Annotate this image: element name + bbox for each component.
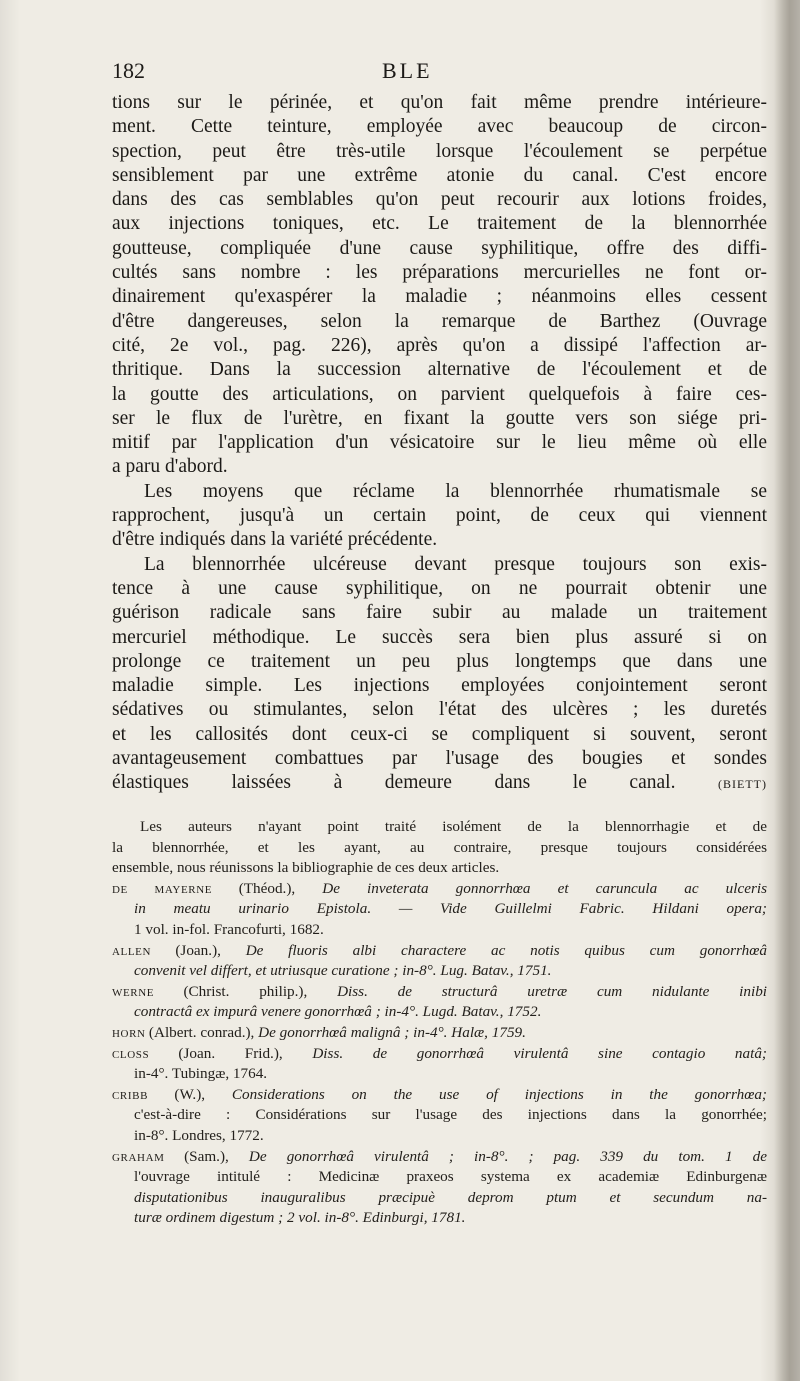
body-line: aux injections toniques, etc. Le traitement de la blennorrhée bbox=[112, 213, 767, 235]
page-header bbox=[112, 58, 767, 88]
body-line-text: élastiques laissées à demeure dans le canal. bbox=[112, 772, 676, 794]
running-head: BLE bbox=[382, 58, 433, 83]
bibliography-title: Diss. de structurâ uretræ cum nidulante inibi bbox=[337, 982, 767, 1000]
body-line: Les moyens que réclame la blennorrhée rhumatismale se bbox=[144, 480, 767, 502]
bibliography-author: DE MAYERNE bbox=[112, 883, 239, 896]
bibliography-title: Diss. de gonorrhœâ virulentâ sine contagio natâ; bbox=[312, 1044, 767, 1062]
bibliography-author: HORN bbox=[112, 1027, 149, 1040]
bibliography-forename: (Albert. conrad.), bbox=[148, 1023, 259, 1041]
bibliography-entry bbox=[112, 1023, 767, 1044]
bibliography-author: WERNE bbox=[112, 986, 184, 999]
bibliography-continuation: convenit vel differt, et utriusque curatione ; in-8°. Lug. Batav., 1751. bbox=[134, 962, 552, 980]
body-line: sédatives ou stimulantes, selon l'état des ulcères ; les duretés bbox=[112, 699, 767, 721]
body-line: La blennorrhée ulcéreuse devant presque toujours son exis- bbox=[144, 553, 767, 575]
bibliography-intro-line: Les auteurs n'ayant point traité isolément de la blennorrhagie et de bbox=[140, 818, 767, 835]
body-line: et les callosités dont ceux-ci se compliquent si souvent, seront bbox=[112, 723, 767, 745]
bibliography-entry bbox=[112, 1085, 767, 1106]
body-line: d'être dangereuses, selon la remarque de Barthez (Ouvrage bbox=[112, 310, 767, 332]
bibliography-forename: (Christ. philip.), bbox=[183, 982, 338, 1000]
bibliography-continuation: in meatu urinario Epistola. — Vide Guillelmi Fabric. Hildani opera; bbox=[134, 900, 767, 918]
body-last-line bbox=[112, 771, 767, 795]
bibliography-entry bbox=[112, 1044, 767, 1065]
bibliography-entry bbox=[112, 982, 767, 1003]
bibliography-forename: (Sam.), bbox=[184, 1147, 249, 1165]
bibliography-continuation: turæ ordinem digestum ; 2 vol. in-8°. Edinburgi, 1781. bbox=[134, 1209, 466, 1227]
body-line: la goutte des articulations, on parvient quelquefois à faire ces- bbox=[112, 383, 767, 405]
bibliography-continuation: disputationibus inauguralibus præcipuè deprom ptum et secundum na- bbox=[134, 1188, 767, 1206]
bibliography-entry bbox=[112, 879, 767, 900]
bibliography-title: De inveterata gonnorrhœa et caruncula ac ulceris bbox=[322, 879, 767, 897]
body-line: ser le flux de l'urètre, en fixant la goutte vers son siége pri- bbox=[112, 407, 767, 429]
bibliography-entry bbox=[112, 941, 767, 962]
bibliography-title: De gonorrhœâ virulentâ ; in-8°. ; pag. 339 du tom. 1 de bbox=[248, 1147, 767, 1165]
page-number: 182 bbox=[112, 58, 145, 83]
body-line: goutteuse, compliquée d'une cause syphilitique, offre des diffi- bbox=[112, 237, 767, 259]
bibliography-author: CRIBB bbox=[112, 1089, 175, 1102]
bibliography-intro-line: ensemble, nous réunissons la bibliographie de ces deux articles. bbox=[112, 859, 500, 877]
body-line: ment. Cette teinture, employée avec beaucoup de circon- bbox=[112, 116, 767, 138]
body-line: dans des cas semblables qu'on peut recourir aux lotions froides, bbox=[112, 189, 767, 211]
bibliography-continuation: 1 vol. in-fol. Francofurti, 1682. bbox=[134, 920, 324, 938]
bibliography-continuation: c'est-à-dire : Considérations sur l'usage des injections dans la gonorrhée; bbox=[134, 1106, 767, 1124]
body-line: thritique. Dans la succession alternative de l'écoulement et de bbox=[112, 359, 767, 381]
bibliography-continuation: in-4°. Tubingæ, 1764. bbox=[134, 1065, 268, 1083]
body-line: maladie simple. Les injections employées conjointement seront bbox=[112, 675, 767, 697]
body-line: a paru d'abord. bbox=[112, 456, 228, 478]
body-line: rapprochent, jusqu'à un certain point, de ceux qui viennent bbox=[112, 505, 767, 527]
bibliography-continuation: l'ouvrage intitulé : Medicinæ praxeos systema ex academiæ Edinburgenæ bbox=[134, 1168, 767, 1186]
bibliography-author: ALLEN bbox=[112, 945, 176, 958]
body-line: sensiblement par une extrême atonie du canal. C'est encore bbox=[112, 164, 767, 186]
bibliography-title: Considerations on the use of injections in the gonorrhœa; bbox=[231, 1085, 767, 1103]
body-line: tions sur le périnée, et qu'on fait même prendre intérieure- bbox=[112, 92, 767, 113]
body-line: d'être indiqués dans la variété précédente. bbox=[112, 529, 438, 551]
body-line: tence à une cause syphilitique, on ne pourrait obtenir une bbox=[112, 577, 767, 599]
bibliography-forename: (W.), bbox=[174, 1085, 232, 1103]
bibliography-title: De fluoris albi charactere ac notis quibus cum gonorrhœâ bbox=[245, 941, 767, 959]
bibliography-forename: (Joan.), bbox=[175, 941, 246, 959]
bibliography-author: GRAHAM bbox=[112, 1151, 185, 1164]
bibliography-continuation: in-8°. Londres, 1772. bbox=[134, 1126, 264, 1144]
body-text bbox=[112, 91, 767, 796]
author-signature: (BIETT) bbox=[718, 777, 767, 792]
bibliography-entries bbox=[112, 879, 767, 1229]
body-line: cité, 2e vol., pag. 226), après qu'on a dissipé l'affection ar- bbox=[112, 334, 767, 356]
body-line: cultés sans nombre : les préparations mercurielles ne font or- bbox=[112, 262, 767, 284]
bibliography-continuation: contractâ ex impurâ venere gonorrhœâ ; in-4°. Lugd. Batav., 1752. bbox=[134, 1003, 542, 1021]
body-line: prolonge ce traitement un peu plus longtemps que dans une bbox=[112, 650, 767, 672]
body-line: mitif par l'application d'un vésicatoire sur le lieu même où elle bbox=[112, 432, 767, 454]
bibliography bbox=[112, 817, 767, 1229]
body-line: mercuriel méthodique. Le succès sera bien plus assuré si on bbox=[112, 626, 767, 648]
body-line: guérison radicale sans faire subir au malade un traitement bbox=[112, 602, 767, 624]
body-line: dinairement qu'exaspérer la maladie ; néanmoins elles cessent bbox=[112, 286, 767, 308]
bibliography-forename: (Joan. Frid.), bbox=[178, 1044, 313, 1062]
body-line: spection, peut être très-utile lorsque l'écoulement se perpétue bbox=[112, 140, 767, 162]
bibliography-title: De gonorrhœâ malignâ ; in-4°. Halæ, 1759. bbox=[258, 1023, 526, 1041]
bibliography-forename: (Théod.), bbox=[238, 879, 323, 897]
page-edge-shadow bbox=[774, 0, 800, 1381]
bibliography-entry bbox=[112, 1147, 767, 1168]
bibliography-intro-line: la blennorrhée, et les ayant, au contraire, presque toujours considérées bbox=[112, 838, 767, 856]
bibliography-author: CLOSS bbox=[112, 1048, 179, 1061]
body-line: avantageusement combattues par l'usage des bougies et sondes bbox=[112, 748, 767, 770]
